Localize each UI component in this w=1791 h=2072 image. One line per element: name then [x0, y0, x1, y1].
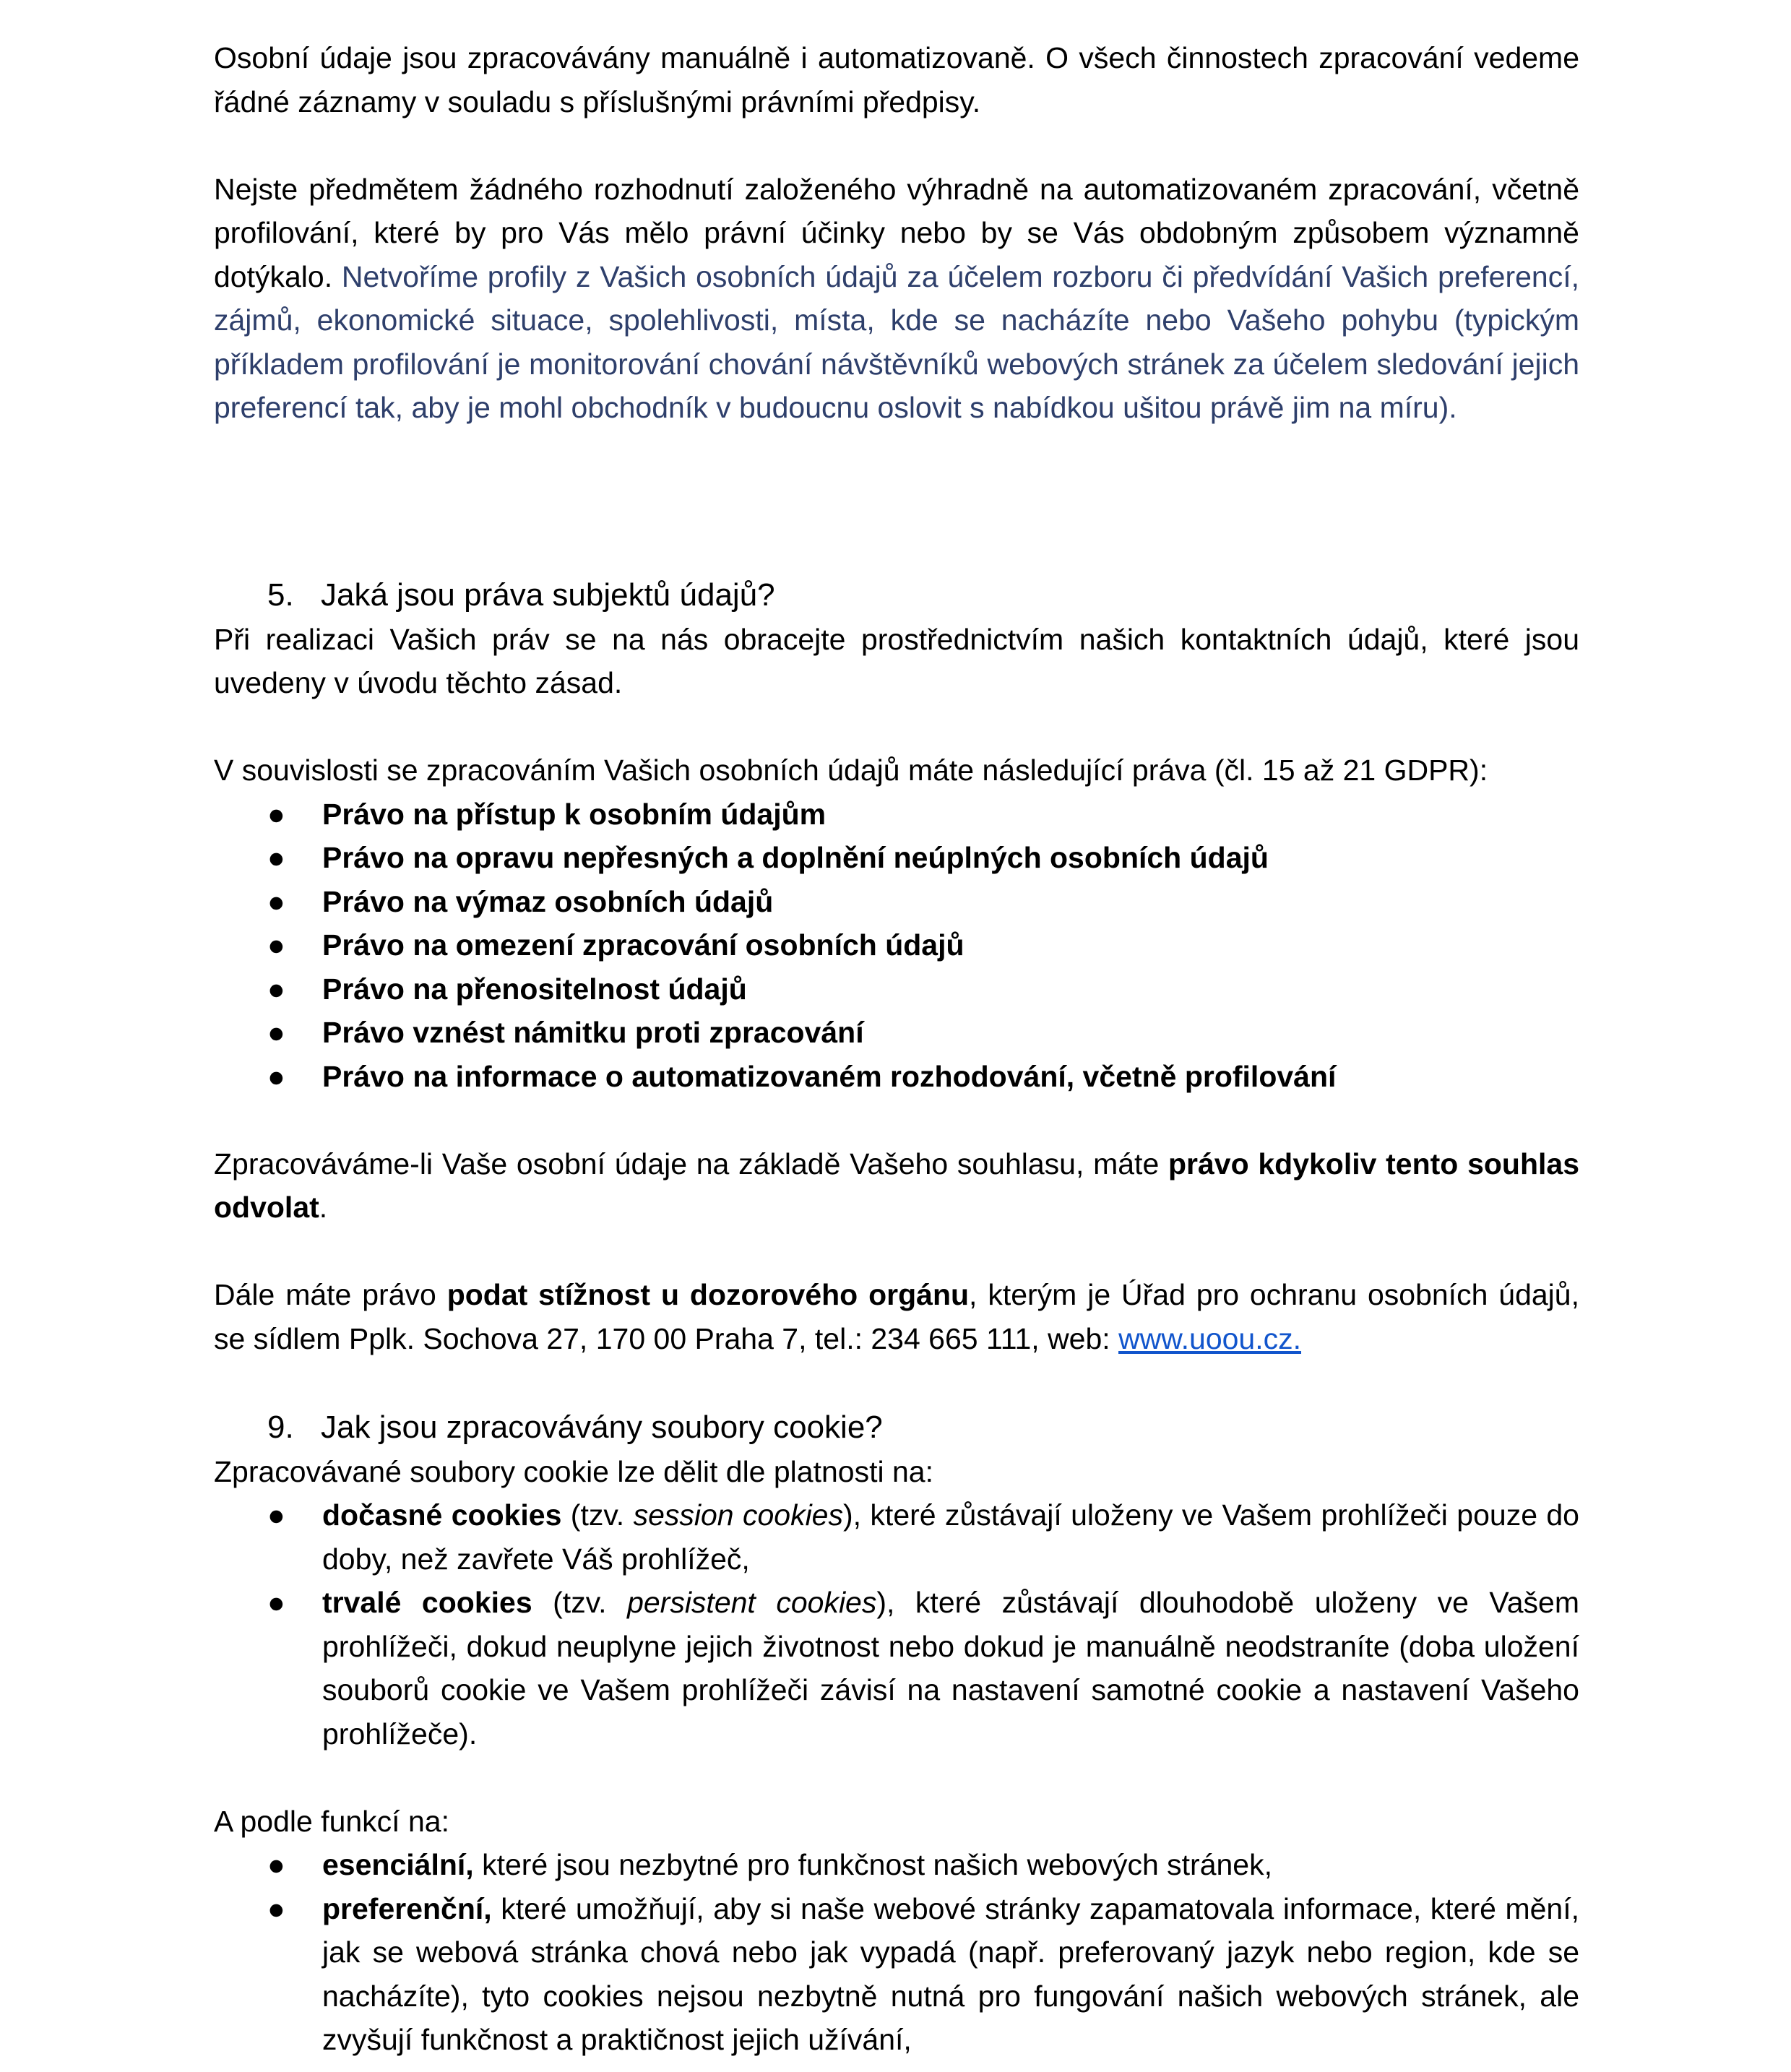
- cookie-essential: esenciální,: [322, 1848, 474, 1881]
- section-5-number: 5.: [267, 577, 294, 613]
- complaint-right: podat stížnost u dozorového orgánu: [446, 1278, 970, 1311]
- cookie-tzv-text: (tzv.: [561, 1498, 634, 1532]
- profiling-paragraph: [214, 168, 1579, 430]
- bullet: ●: [267, 841, 285, 874]
- cookie-type-session: dočasné cookies: [322, 1498, 562, 1532]
- cookie-preferential: preferenční,: [322, 1891, 492, 1925]
- cookie-persistent-desc: ), které zůstávají dlouhodobě uloženy ve Vašem prohlížeči, dokud neuplyne jejich životnost nebo dokud je manuálně neodstraníte (doba uložení souborů cookie ve Vašem prohlížeči závisí na nastavení samotné cookie a nastavení Vašeho prohlížeče).: [322, 1586, 1579, 1751]
- right-restriction: Právo na omezení zpracování osobních údajů: [322, 928, 964, 962]
- profiling-statement: Nejste předmětem žádného rozhodnutí založeného výhradně na automatizovaném zpracování, včetně profilování, které by pro Vás mělo právní účinky nebo by se Vás obdobným způsobem významně dotýkalo.: [214, 172, 1579, 293]
- list-item: [214, 1055, 1579, 1099]
- section-9-number: 9.: [267, 1409, 294, 1445]
- list-item: [214, 793, 1579, 837]
- rights-list: [214, 793, 1579, 1099]
- list-item: [214, 1887, 1579, 2062]
- cookie-essential-desc: které jsou nezbytné pro funkčnost našich webových stránek,: [473, 1848, 1272, 1881]
- list-item: [214, 880, 1579, 924]
- list-item: [214, 1843, 1579, 1887]
- bullet: ●: [267, 1891, 285, 1925]
- processing-paragraph: Osobní údaje jsou zpracovávány manuálně i automatizovaně. O všech činnostech zpracování vedeme řádné záznamy v souladu s příslušnými právními předpisy.: [214, 41, 1579, 118]
- list-item: [214, 1493, 1579, 1581]
- cookie-preferential-desc: které umožňují, aby si naše webové stránky zapamatovala informace, které mění, jak se webová stránka chová nebo jak vypadá (např. preferovaný jazyk nebo region, kde se nacházíte), tyto cookies nejsou nezbytně nutná pro fungování našich webových stránek, ale zvyšují funkčnost a praktičnost jejich užívání,: [322, 1891, 1579, 2056]
- cookie-function-intro: A podle funkcí na:: [214, 1804, 449, 1838]
- right-objection: Právo vznést námitku proti zpracování: [322, 1016, 864, 1049]
- list-item: [214, 1011, 1579, 1055]
- cookie-session-term: session cookies: [633, 1498, 843, 1532]
- consent-text: Zpracováváme-li Vaše osobní údaje na základě Vašeho souhlasu, máte: [214, 1147, 1168, 1180]
- consent-paragraph: [214, 1142, 1579, 1230]
- consent-withdraw-right: právo kdykoliv tento souhlas odvolat: [214, 1147, 1579, 1224]
- bullet: ●: [267, 797, 285, 831]
- bullet: ●: [267, 928, 285, 962]
- bullet: ●: [267, 1016, 285, 1049]
- cookie-session-desc: ), které zůstávají uloženy ve Vašem prohlížeči pouze do doby, než zavřete Váš prohlížeč,: [322, 1498, 1579, 1576]
- cookie-validity-list: [214, 1493, 1579, 1756]
- right-access: Právo na přístup k osobním údajům: [322, 797, 827, 831]
- consent-period: .: [319, 1191, 328, 1224]
- bullet: ●: [267, 1848, 285, 1881]
- list-item: [214, 836, 1579, 880]
- bullet: ●: [267, 1059, 285, 1093]
- section-9-title: Jak jsou zpracovávány soubory cookie?: [321, 1409, 883, 1445]
- cookie-persistent-term: persistent cookies: [627, 1586, 877, 1619]
- bullet: ●: [267, 1586, 285, 1619]
- complaint-paragraph: [214, 1273, 1579, 1360]
- right-erasure: Právo na výmaz osobních údajů: [322, 884, 774, 918]
- right-rectification: Právo na opravu nepřesných a doplnění neúplných osobních údajů: [322, 841, 1269, 874]
- complaint-authority-info: , kterým je Úřad pro ochranu osobních údajů, se sídlem Pplk. Sochova 27, 170 00 Praha 7, tel.: 234 665 111, web:: [214, 1278, 1579, 1355]
- complaint-text-start: Dále máte právo: [214, 1278, 447, 1311]
- bullet: ●: [267, 884, 285, 918]
- section-5-heading: [214, 572, 1579, 618]
- right-automated-decision: Právo na informace o automatizovaném rozhodování, včetně profilování: [322, 1059, 1337, 1093]
- right-portability: Právo na přenositelnost údajů: [322, 972, 747, 1006]
- uoou-link[interactable]: www.uoou.cz.: [1118, 1321, 1302, 1355]
- list-item: [214, 967, 1579, 1011]
- list-item: [214, 1581, 1579, 1756]
- bullet: ●: [267, 972, 285, 1006]
- cookie-type-persistent: trvalé cookies: [322, 1586, 532, 1619]
- document-page: [214, 36, 1579, 2062]
- cookie-function-list: [214, 1843, 1579, 2062]
- profiling-explanation: Netvoříme profily z Vašich osobních údajů za účelem rozboru či předvídání Vašich preferencí, zájmů, ekonomické situace, spolehlivosti, místa, kde se nacházíte nebo Vašeho pohybu (typickým příkladem profilování je monitorování chování návštěvníků webových stránek za účelem sledování jejich preferencí tak, aby je mohl obchodník v budoucnu oslovit s nabídkou ušitou právě jim na míru).: [214, 259, 1579, 424]
- list-item: [214, 923, 1579, 967]
- cookie-validity-intro: Zpracovávané soubory cookie lze dělit dle platnosti na:: [214, 1454, 933, 1488]
- cookie-tzv-text: (tzv.: [532, 1586, 628, 1619]
- section-5-title: Jaká jsou práva subjektů údajů?: [321, 577, 775, 613]
- rights-intro-paragraph: V souvislosti se zpracováním Vašich osobních údajů máte následující práva (čl. 15 až 21 GDPR):: [214, 754, 1488, 787]
- section-9-heading: [214, 1404, 1579, 1450]
- bullet: ●: [267, 1498, 285, 1532]
- rights-contact-paragraph: Při realizaci Vašich práv se na nás obracejte prostřednictvím našich kontaktních údajů, které jsou uvedeny v úvodu těchto zásad.: [214, 622, 1579, 699]
